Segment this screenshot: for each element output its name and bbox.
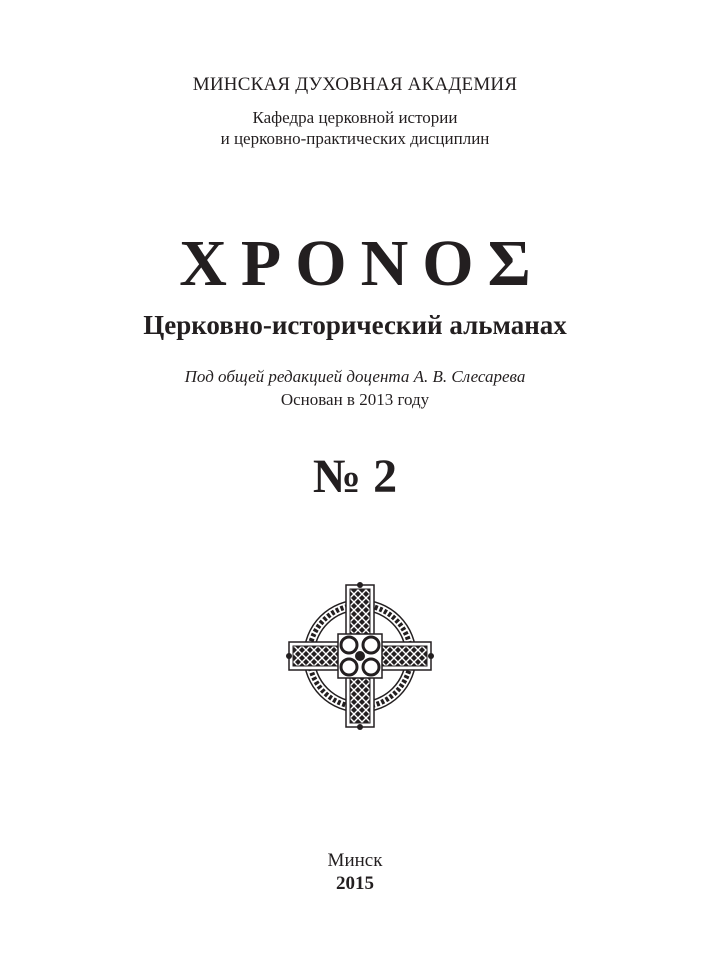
journal-title: ΧΡΟΝΟΣ <box>179 227 545 300</box>
issue-number: № 2 <box>312 450 398 503</box>
celtic-cross-icon <box>286 582 434 730</box>
department-name-line-1: Кафедра церковной истории <box>252 108 458 127</box>
department-name-line-2: и церковно-практических дисциплин <box>220 129 490 148</box>
founded-note: Основан в 2013 году <box>280 390 430 409</box>
editor-credit: Под общей редакцией доцента А. В. Слесарева <box>184 367 526 386</box>
institution-name: МИНСКАЯ ДУХОВНАЯ АКАДЕМИЯ <box>192 74 518 95</box>
journal-subtitle: Церковно-исторический альманах <box>143 310 567 340</box>
publication-year: 2015 <box>336 873 374 894</box>
publication-city: Минск <box>327 850 383 871</box>
